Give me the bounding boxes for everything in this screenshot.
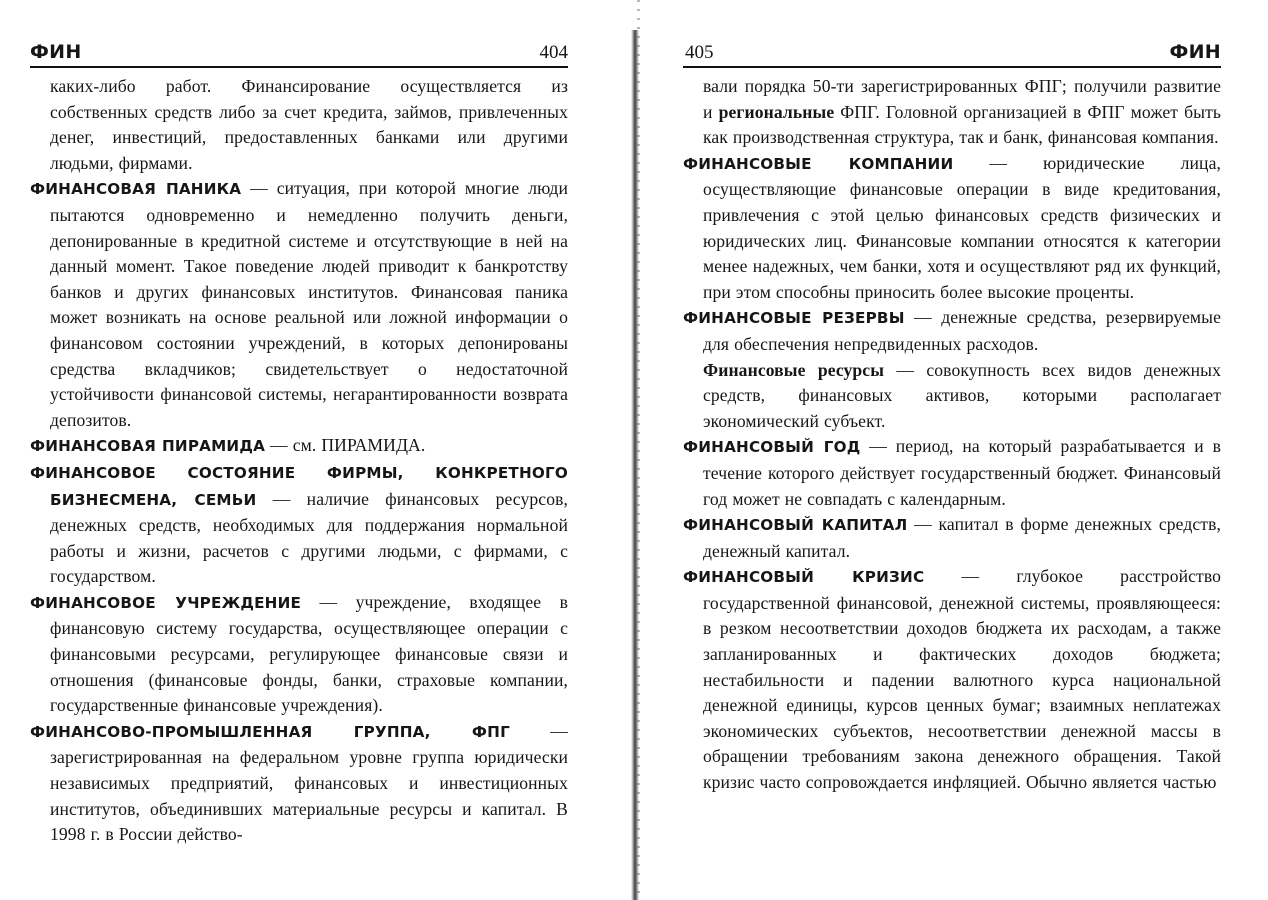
- dictionary-entry: [683, 305, 1221, 357]
- entry-term: ФИНАНСОВОЕ УЧРЕЖДЕНИЕ: [30, 593, 302, 612]
- dictionary-entry: [30, 176, 568, 433]
- entry-definition: — наличие финансовых ресурсов, денежных средств, необходимых для поддержания нормальной работы и жизни, расчетов с другими людьми, с фирмами, с государством.: [50, 488, 568, 587]
- entry-term: ФИНАНСОВЫЕ КОМПАНИИ: [683, 154, 954, 173]
- entry-definition: — юридические лица, осуществляющие финансовые операции в виде кредитования, привлечения с этой целью финансовых средств физических и юридических лиц. Финансовые компании относятся к категории менее надежных, чем банки, хотя и осуществляют ряд их функций, при этом способны приносить более высокие проценты.: [703, 152, 1221, 302]
- dictionary-entry: [30, 719, 568, 848]
- dictionary-entry: [683, 151, 1221, 306]
- entry-definition: — денежные средства, резервируемые для обеспечения непредвиденных расходов.: [703, 307, 1221, 354]
- entry-definition: — учреждение, входящее в финансовую систему государства, осуществляющее операции с финансовыми ресурсами, регулирующее финансовые связи и отношения (финансовые фонды, банки, страховые компании, государственные финансовые учреждения).: [50, 591, 568, 716]
- entry-term: ФИНАНСОВОЕ СОСТОЯНИЕ ФИРМЫ, КОНКРЕТНОГО БИЗНЕСМЕНА, СЕМЬИ: [30, 463, 568, 509]
- entry-definition: — зарегистрированная на федеральном уровне группа юридически независимых предприятий, финансовых и инвестиционных институтов, объединивших материальные ресурсы и капитал. В 1998 г. в России действо-: [50, 720, 568, 845]
- entry-term: ФИНАНСОВЫЙ ГОД: [683, 438, 861, 457]
- entry-definition: — период, на который разрабатывается и в течение которого действует государственный бюджет. Финансовый год может не совпадать с календарным.: [703, 436, 1221, 509]
- continuation-text: [683, 74, 1221, 151]
- entry-definition: — совокупность всех видов денежных средств, финансовых активов, которыми располагает экономический субъект.: [703, 359, 1221, 431]
- continuation-part: вали порядка 50-ти зарегистрированных ФПГ; получили развитие и: [703, 76, 1221, 122]
- page-body: [30, 74, 568, 848]
- entry-term: ФИНАНСОВЫЕ РЕЗЕРВЫ: [683, 309, 905, 328]
- running-head: ФИН: [30, 41, 82, 63]
- entry-term: ФИНАНСОВЫЙ КРИЗИС: [683, 568, 925, 587]
- gutter-shadow: [637, 0, 640, 900]
- entry-definition: — капитал в форме денежных средств, денежный капитал.: [703, 514, 1221, 561]
- right-page: [683, 0, 1221, 900]
- left-page: [30, 0, 568, 900]
- continuation-emphasis: региональные: [718, 101, 835, 122]
- dictionary-entry: [30, 460, 568, 590]
- continuation-text: каких-либо работ. Финансирование осуществляется из собственных средств либо за счет кредита, займов, привлеченных денег, инвестиций, предоставленных банками или другими людьми, фирмами.: [50, 76, 568, 173]
- entry-term: Финансовые ресурсы: [703, 359, 885, 380]
- entry-term: ФИНАНСОВАЯ ПИРАМИДА: [30, 437, 266, 456]
- entry-definition: — см. ПИРАМИДА.: [265, 435, 426, 456]
- entry-term: ФИНАНСОВАЯ ПАНИКА: [30, 180, 242, 199]
- page-header: [30, 26, 568, 68]
- page-header: [683, 26, 1221, 68]
- dictionary-entry: [683, 434, 1221, 512]
- dictionary-entry: [30, 590, 568, 719]
- page-body: [683, 74, 1221, 796]
- entry-term: ФИНАНСОВЫЙ КАПИТАЛ: [683, 516, 908, 535]
- entry-term: ФИНАНСОВО-ПРОМЫШЛЕННАЯ ГРУППА, ФПГ: [30, 722, 510, 741]
- continuation-part: ФПГ. Головной организацией в ФПГ может быть как производственная структура, так и банк, финансовая компания.: [703, 101, 1221, 148]
- dictionary-subentry: [683, 358, 1221, 435]
- dictionary-entry: [30, 433, 568, 460]
- entry-definition: — глубокое расстройство государственной финансовой, денежной системы, проявляющееся: в резком несоответствии доходов бюджета их расходам, а также запланированных и фактических доходов бюджета; нестабильности и падении валютного курса национальной денежной единицы, курсов ценных бумаг; взаимных неплатежах экономических субъектов, несоответствии денежной массы в обращении требованиям закона денежного обращения. Такой кризис часто сопровождается инфляцией. Обычно является частью: [703, 566, 1221, 793]
- dictionary-entry: [683, 512, 1221, 564]
- entry-definition: — ситуация, при которой многие люди пытаются одновременно и немедленно получить деньги, депонированные в кредитной системе и отсутствующие в ней на данный момент. Такое поведение людей приводит к банкротству банков и других финансовых институтов. Финансовая паника может возникать на основе реальной или ложной информации о финансовом состоянии учреждений, в которых депонированы средства вкладчиков; свидетельствует о недостаточной устойчивости финансовой системы, негарантированности возврата депозитов.: [50, 178, 568, 430]
- page-number: 404: [539, 42, 568, 63]
- page-number: 405: [685, 42, 714, 63]
- dictionary-entry: [683, 564, 1221, 795]
- running-head: ФИН: [1169, 41, 1221, 63]
